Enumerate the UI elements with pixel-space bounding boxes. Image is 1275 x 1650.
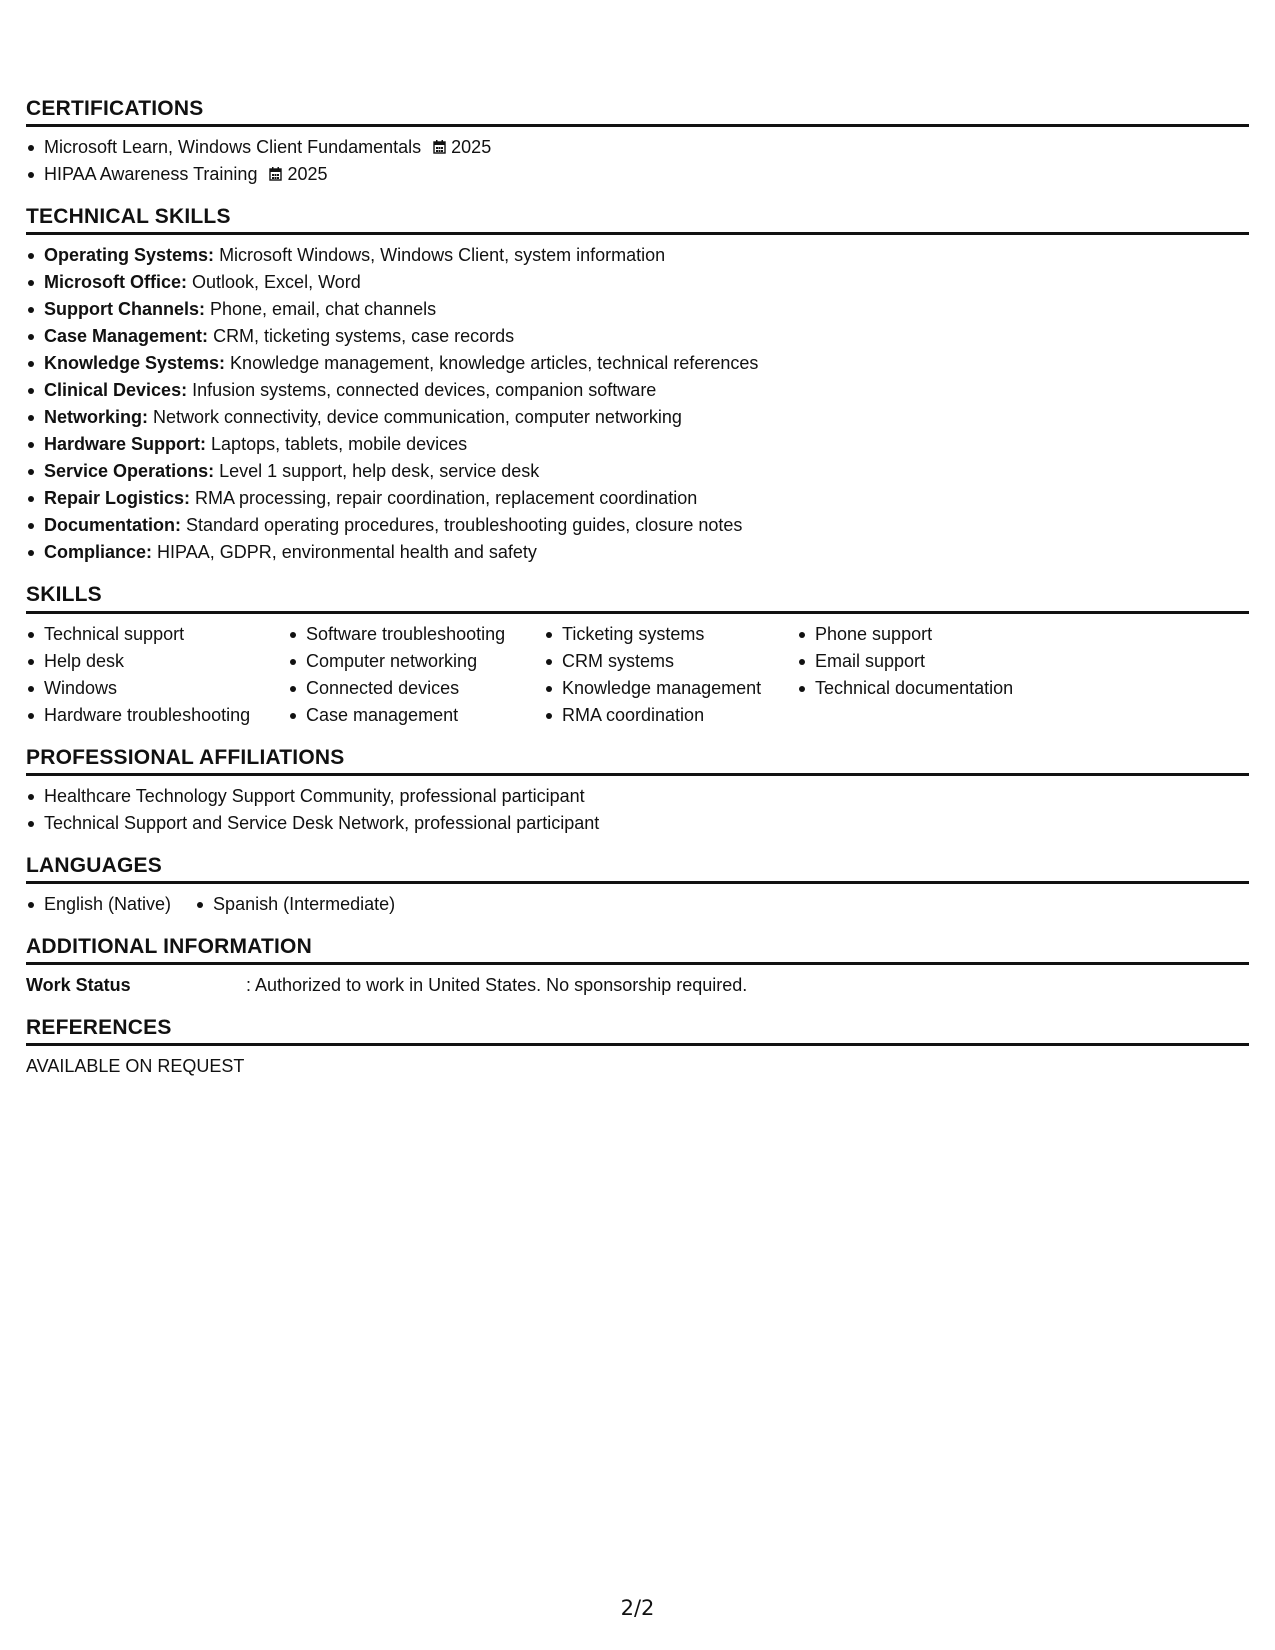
technical-skill-label: Knowledge Systems: [44, 353, 226, 374]
technical-skill-label: Microsoft Office: [44, 272, 188, 293]
technical-skill-value: Standard operating procedures, troubleshooting guides, closure notes [181, 515, 743, 536]
certification-name: HIPAA Awareness Training [44, 164, 258, 185]
references-heading: REFERENCES [26, 1015, 1249, 1046]
additional-information-heading: ADDITIONAL INFORMATION [26, 934, 1249, 965]
technical-skill-item [26, 296, 1249, 323]
technical-skill-value: CRM, ticketing systems, case records [208, 326, 515, 347]
skills-section [26, 582, 1249, 728]
affiliations-section [26, 745, 1249, 837]
skills-column [797, 621, 1057, 729]
technical-skill-value: Infusion systems, connected devices, companion software [187, 380, 657, 401]
language-item: Spanish (Intermediate) [195, 891, 395, 918]
affiliations-heading: PROFESSIONAL AFFILIATIONS [26, 745, 1249, 776]
skill-item: Email support [797, 648, 1057, 675]
technical-skill-item [26, 350, 1249, 377]
technical-skill-value: Knowledge management, knowledge articles, technical references [225, 353, 759, 374]
technical-skill-value: RMA processing, repair coordination, replacement coordination [190, 488, 698, 509]
technical-skill-item [26, 323, 1249, 350]
skill-item: Computer networking [288, 648, 544, 675]
skill-item: Help desk [26, 648, 288, 675]
calendar-icon [269, 167, 282, 181]
technical-skill-value: Microsoft Windows, Windows Client, system information [214, 245, 666, 266]
technical-skill-value: HIPAA, GDPR, environmental health and safety [152, 542, 537, 563]
technical-skill-label: Support Channels: [44, 299, 205, 320]
technical-skill-item [26, 269, 1249, 296]
technical-skill-label: Clinical Devices: [44, 380, 188, 401]
certifications-heading: CERTIFICATIONS [26, 96, 1249, 127]
affiliation-item: Healthcare Technology Support Community, professional participant [26, 783, 1249, 810]
technical-skill-item [26, 431, 1249, 458]
certification-year: 2025 [287, 164, 328, 185]
skills-grid [26, 621, 1249, 729]
skills-column [544, 621, 797, 729]
technical-skill-item [26, 512, 1249, 539]
skill-item: Windows [26, 675, 288, 702]
technical-skill-item [26, 539, 1249, 566]
skills-column [288, 621, 544, 729]
references-text: AVAILABLE ON REQUEST [26, 1056, 245, 1077]
technical-skills-section [26, 204, 1249, 566]
skills-column [26, 621, 288, 729]
skill-item: Hardware troubleshooting [26, 702, 288, 729]
technical-skill-value: Network connectivity, device communication, computer networking [148, 407, 682, 428]
skill-item: Technical support [26, 621, 288, 648]
skill-item: CRM systems [544, 648, 797, 675]
work-status-label: Work Status [26, 975, 131, 996]
certification-name: Microsoft Learn, Windows Client Fundamentals [44, 137, 422, 158]
skill-item: Knowledge management [544, 675, 797, 702]
technical-skill-label: Networking: [44, 407, 149, 428]
technical-skill-label: Repair Logistics: [44, 488, 191, 509]
technical-skill-label: Case Management: [44, 326, 209, 347]
certifications-list [26, 134, 1249, 188]
work-status-row [26, 972, 1249, 999]
calendar-icon [433, 140, 446, 154]
technical-skill-label: Service Operations: [44, 461, 215, 482]
skill-item: Technical documentation [797, 675, 1057, 702]
technical-skill-label: Operating Systems: [44, 245, 215, 266]
references-section [26, 1015, 1249, 1080]
additional-information-section [26, 934, 1249, 999]
technical-skill-label: Compliance: [44, 542, 153, 563]
skill-item: Case management [288, 702, 544, 729]
skill-item: Phone support [797, 621, 1057, 648]
technical-skills-list [26, 242, 1249, 566]
skill-item: Ticketing systems [544, 621, 797, 648]
technical-skill-value: Laptops, tablets, mobile devices [206, 434, 468, 455]
certifications-section [26, 96, 1249, 188]
technical-skill-item [26, 377, 1249, 404]
skills-heading: SKILLS [26, 582, 1249, 613]
technical-skill-label: Hardware Support: [44, 434, 207, 455]
resume-page [26, 96, 1249, 1096]
certification-item [26, 134, 1249, 161]
skill-item: RMA coordination [544, 702, 797, 729]
languages-section [26, 853, 1249, 918]
certification-item [26, 161, 1249, 188]
technical-skill-item [26, 485, 1249, 512]
technical-skills-heading: TECHNICAL SKILLS [26, 204, 1249, 235]
affiliations-list [26, 783, 1249, 837]
affiliation-item: Technical Support and Service Desk Network, professional participant [26, 810, 1249, 837]
technical-skill-value: Phone, email, chat channels [205, 299, 437, 320]
skill-item: Software troubleshooting [288, 621, 544, 648]
technical-skill-item [26, 242, 1249, 269]
technical-skill-value: Level 1 support, help desk, service desk [214, 461, 540, 482]
certification-year: 2025 [451, 137, 492, 158]
technical-skill-value: Outlook, Excel, Word [187, 272, 361, 293]
language-item: English (Native) [26, 891, 171, 918]
work-status-value: : Authorized to work in United States. No sponsorship required. [246, 975, 748, 996]
technical-skill-item [26, 458, 1249, 485]
languages-list [26, 891, 1249, 918]
languages-heading: LANGUAGES [26, 853, 1249, 884]
technical-skill-item [26, 404, 1249, 431]
page-number: 2/2 [620, 1596, 655, 1620]
skill-item: Connected devices [288, 675, 544, 702]
technical-skill-label: Documentation: [44, 515, 181, 536]
